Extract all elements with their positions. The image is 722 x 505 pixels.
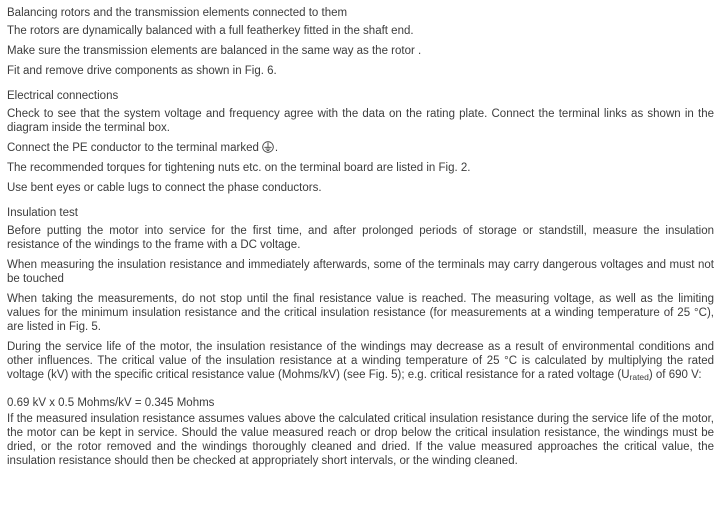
- balancing-heading: Balancing rotors and the transmission elements connected to them: [7, 7, 348, 19]
- balancing-paragraph-transmission: Make sure the transmission elements are balanced in the same way as the rotor .: [7, 45, 422, 57]
- insulation-paragraph-measurements: When taking the measurements, do not stop until the final resistance value is reached. The measuring voltage, as well as the limiting values for the minimum insulation resistance and the critical insulation resistance (for measurements at a winding temperature of 25 °C), are listed in Fig. 5.: [7, 293, 714, 333]
- critical-resistance-formula: 0.69 kV x 0.5 Mohms/kV = 0.345 Mohms: [7, 397, 215, 409]
- section-electrical-connections: [7, 89, 714, 195]
- insulation-paragraph-dangerous-voltages: When measuring the insulation resistance and immediately afterwards, some of the terminals may carry dangerous voltages and must not be touched: [7, 259, 714, 285]
- electrical-paragraph-check-voltage: Check to see that the system voltage and frequency agree with the data on the rating plate. Connect the terminal links as shown in the diagram inside the terminal box.: [7, 108, 714, 134]
- insulation-paragraph-before-service: Before putting the motor into service for the first time, and after prolonged periods of storage or standstill, measure the insulation resistance of the windings to the frame with a DC voltage.: [7, 225, 714, 251]
- insulation-paragraph-closing: If the measured insulation resistance assumes values above the calculated critical insulation resistance during the service life of the motor, the motor can be kept in service. Should the value measured reach or drop below the critical insulation resistance, the windings must be dried, or the rotor removed and the windings thoroughly cleaned and dried. If the value measured approaches the critical value, the insulation resistance should then be checked at appropriately short intervals, or the winding cleaned.: [7, 413, 714, 467]
- electrical-paragraph-cable-lugs: Use bent eyes or cable lugs to connect the phase conductors.: [7, 182, 322, 194]
- section-insulation-test: [7, 206, 714, 468]
- balancing-paragraph-rotors: The rotors are dynamically balanced with a full featherkey fitted in the shaft end.: [7, 25, 414, 37]
- pe-paragraph-period: .: [274, 142, 279, 154]
- balancing-paragraph-drive-components: Fit and remove drive components as shown in Fig. 6.: [7, 65, 277, 77]
- pe-paragraph-text: Connect the PE conductor to the terminal marked: [7, 142, 259, 154]
- protective-earth-icon: [262, 141, 274, 153]
- electrical-paragraph-torques: The recommended torques for tightening nuts etc. on the terminal board are listed in Fig. 2.: [7, 162, 471, 174]
- electrical-paragraph-pe-conductor: [7, 141, 714, 155]
- insulation-heading: Insulation test: [7, 207, 78, 219]
- electrical-heading: Electrical connections: [7, 90, 119, 102]
- during-paragraph-text-after: ) of 690 V:: [648, 369, 702, 381]
- section-balancing: [7, 6, 714, 78]
- insulation-paragraph-service-life: [7, 340, 714, 384]
- during-paragraph-text: During the service life of the motor, the insulation resistance of the windings may decrease as a result of environmental conditions and other influences. The critical value of the insulation resistance at a winding temperature of 25 °C is calculated by multiplying the rated voltage (kV) with the specific critical resistance value (Mohms/kV) (see Fig. 5); e.g. critical resistance for a rated voltage (U: [7, 341, 714, 381]
- u-rated-subscript: rated: [629, 372, 649, 382]
